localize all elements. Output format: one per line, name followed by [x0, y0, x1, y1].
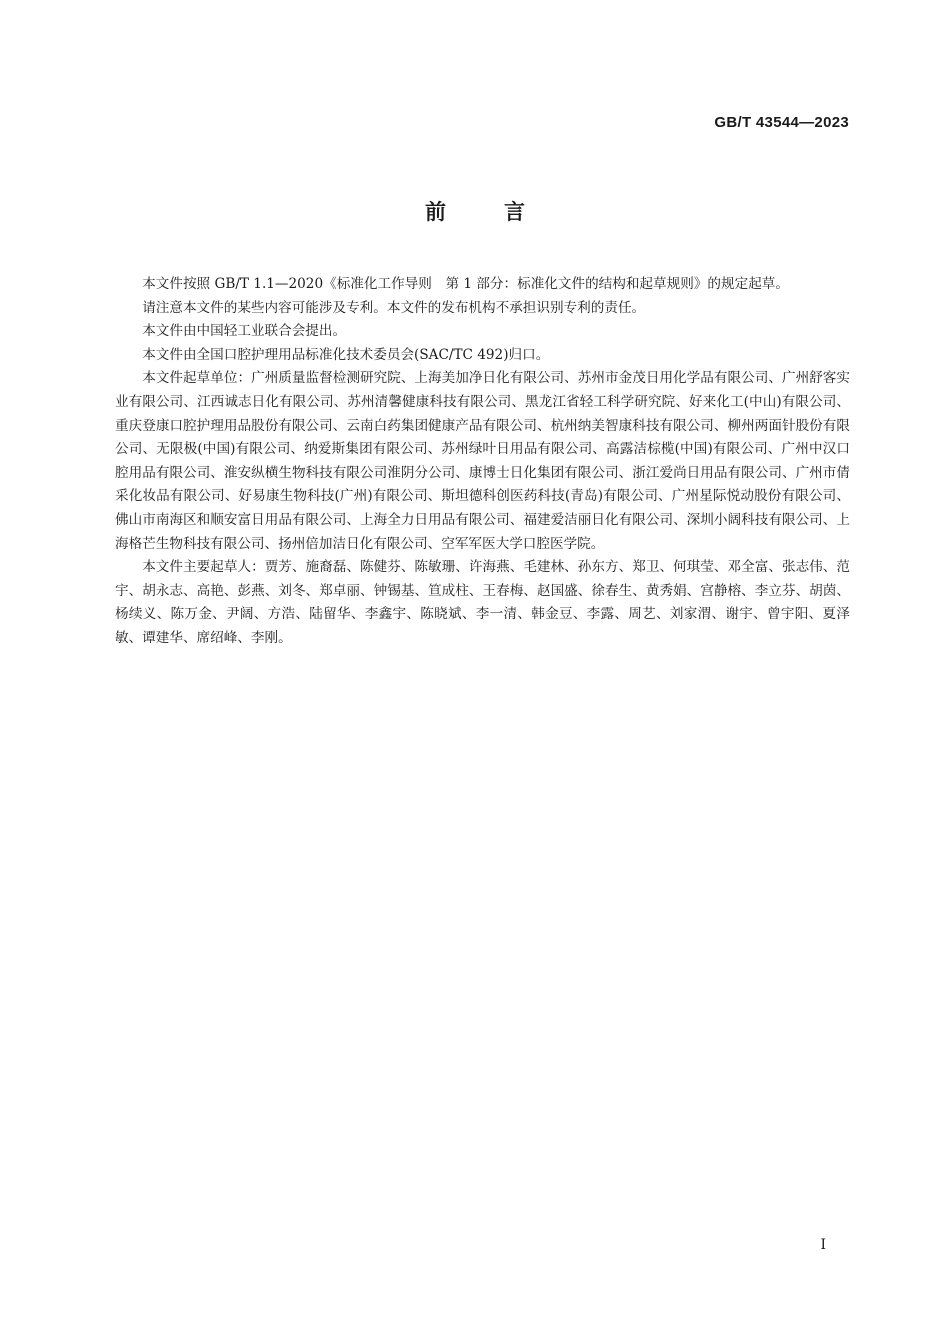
paragraph-main-drafters: 本文件主要起草人：贾芳、施裔磊、陈健芬、陈敏珊、许海燕、毛建林、孙东方、郑卫、何琪莹、邓全富、张志伟、范宇、胡永志、高艳、彭燕、刘冬、郑卓丽、钟锡基、笪成柱、王春梅、赵国盛、徐春生、黄秀娟、宫静榕、李立芬、胡茵、杨续义、陈万金、尹阔、方浩、陆留华、李鑫宇、陈晓斌、李一清、韩金豆、李露、周艺、刘家渭、谢宇、曾宇阳、夏泽敏、谭建华、席绍峰、李刚。	[115, 559, 850, 646]
paragraph-drafting-organizations: 本文件起草单位：广州质量监督检测研究院、上海美加净日化有限公司、苏州市金茂日用化学品有限公司、广州舒客实业有限公司、江西诚志日化有限公司、苏州清馨健康科技有限公司、黑龙江省轻工科学研究院、好来化工(中山)有限公司、重庆登康口腔护理用品股份有限公司、云南白药集团健康产品有限公司、杭州纳美智康科技有限公司、柳州两面针股份有限公司、无限极(中国)有限公司、纳爱斯集团有限公司、苏州绿叶日用品有限公司、高露洁棕榄(中国)有限公司、广州中汉口腔用品有限公司、淮安纵横生物科技有限公司淮阴分公司、康博士日化集团有限公司、浙江爱尚日用品有限公司、广州市倩采化妆品有限公司、好易康生物科技(广州)有限公司、斯坦德科创医药科技(青岛)有限公司、广州星际悦动股份有限公司、佛山市南海区和顺安富日用品有限公司、上海全力日用品有限公司、福建爱洁丽日化有限公司、深圳小阔科技有限公司、上海格芒生物科技有限公司、扬州倍加洁日化有限公司、空军军医大学口腔医学院。	[115, 370, 850, 552]
paragraph-patent-notice: 请注意本文件的某些内容可能涉及专利。本文件的发布机构不承担识别专利的责任。	[142, 299, 646, 316]
page-number: I	[820, 1237, 826, 1253]
standard-code: GB/T 43544—2023	[714, 114, 849, 131]
paragraph-technical-committee: 本文件由全国口腔护理用品标准化技术委员会(SAC/TC 492)归口。	[142, 346, 550, 363]
page-title: 前言	[425, 200, 583, 224]
document-body	[115, 273, 850, 651]
paragraph-proposer: 本文件由中国轻工业联合会提出。	[142, 323, 347, 340]
paragraph-drafting-rules: 本文件按照 GB/T 1.1—2020《标准化工作导则 第 1 部分：标准化文件的结构和起草规则》的规定起草。	[142, 276, 789, 292]
